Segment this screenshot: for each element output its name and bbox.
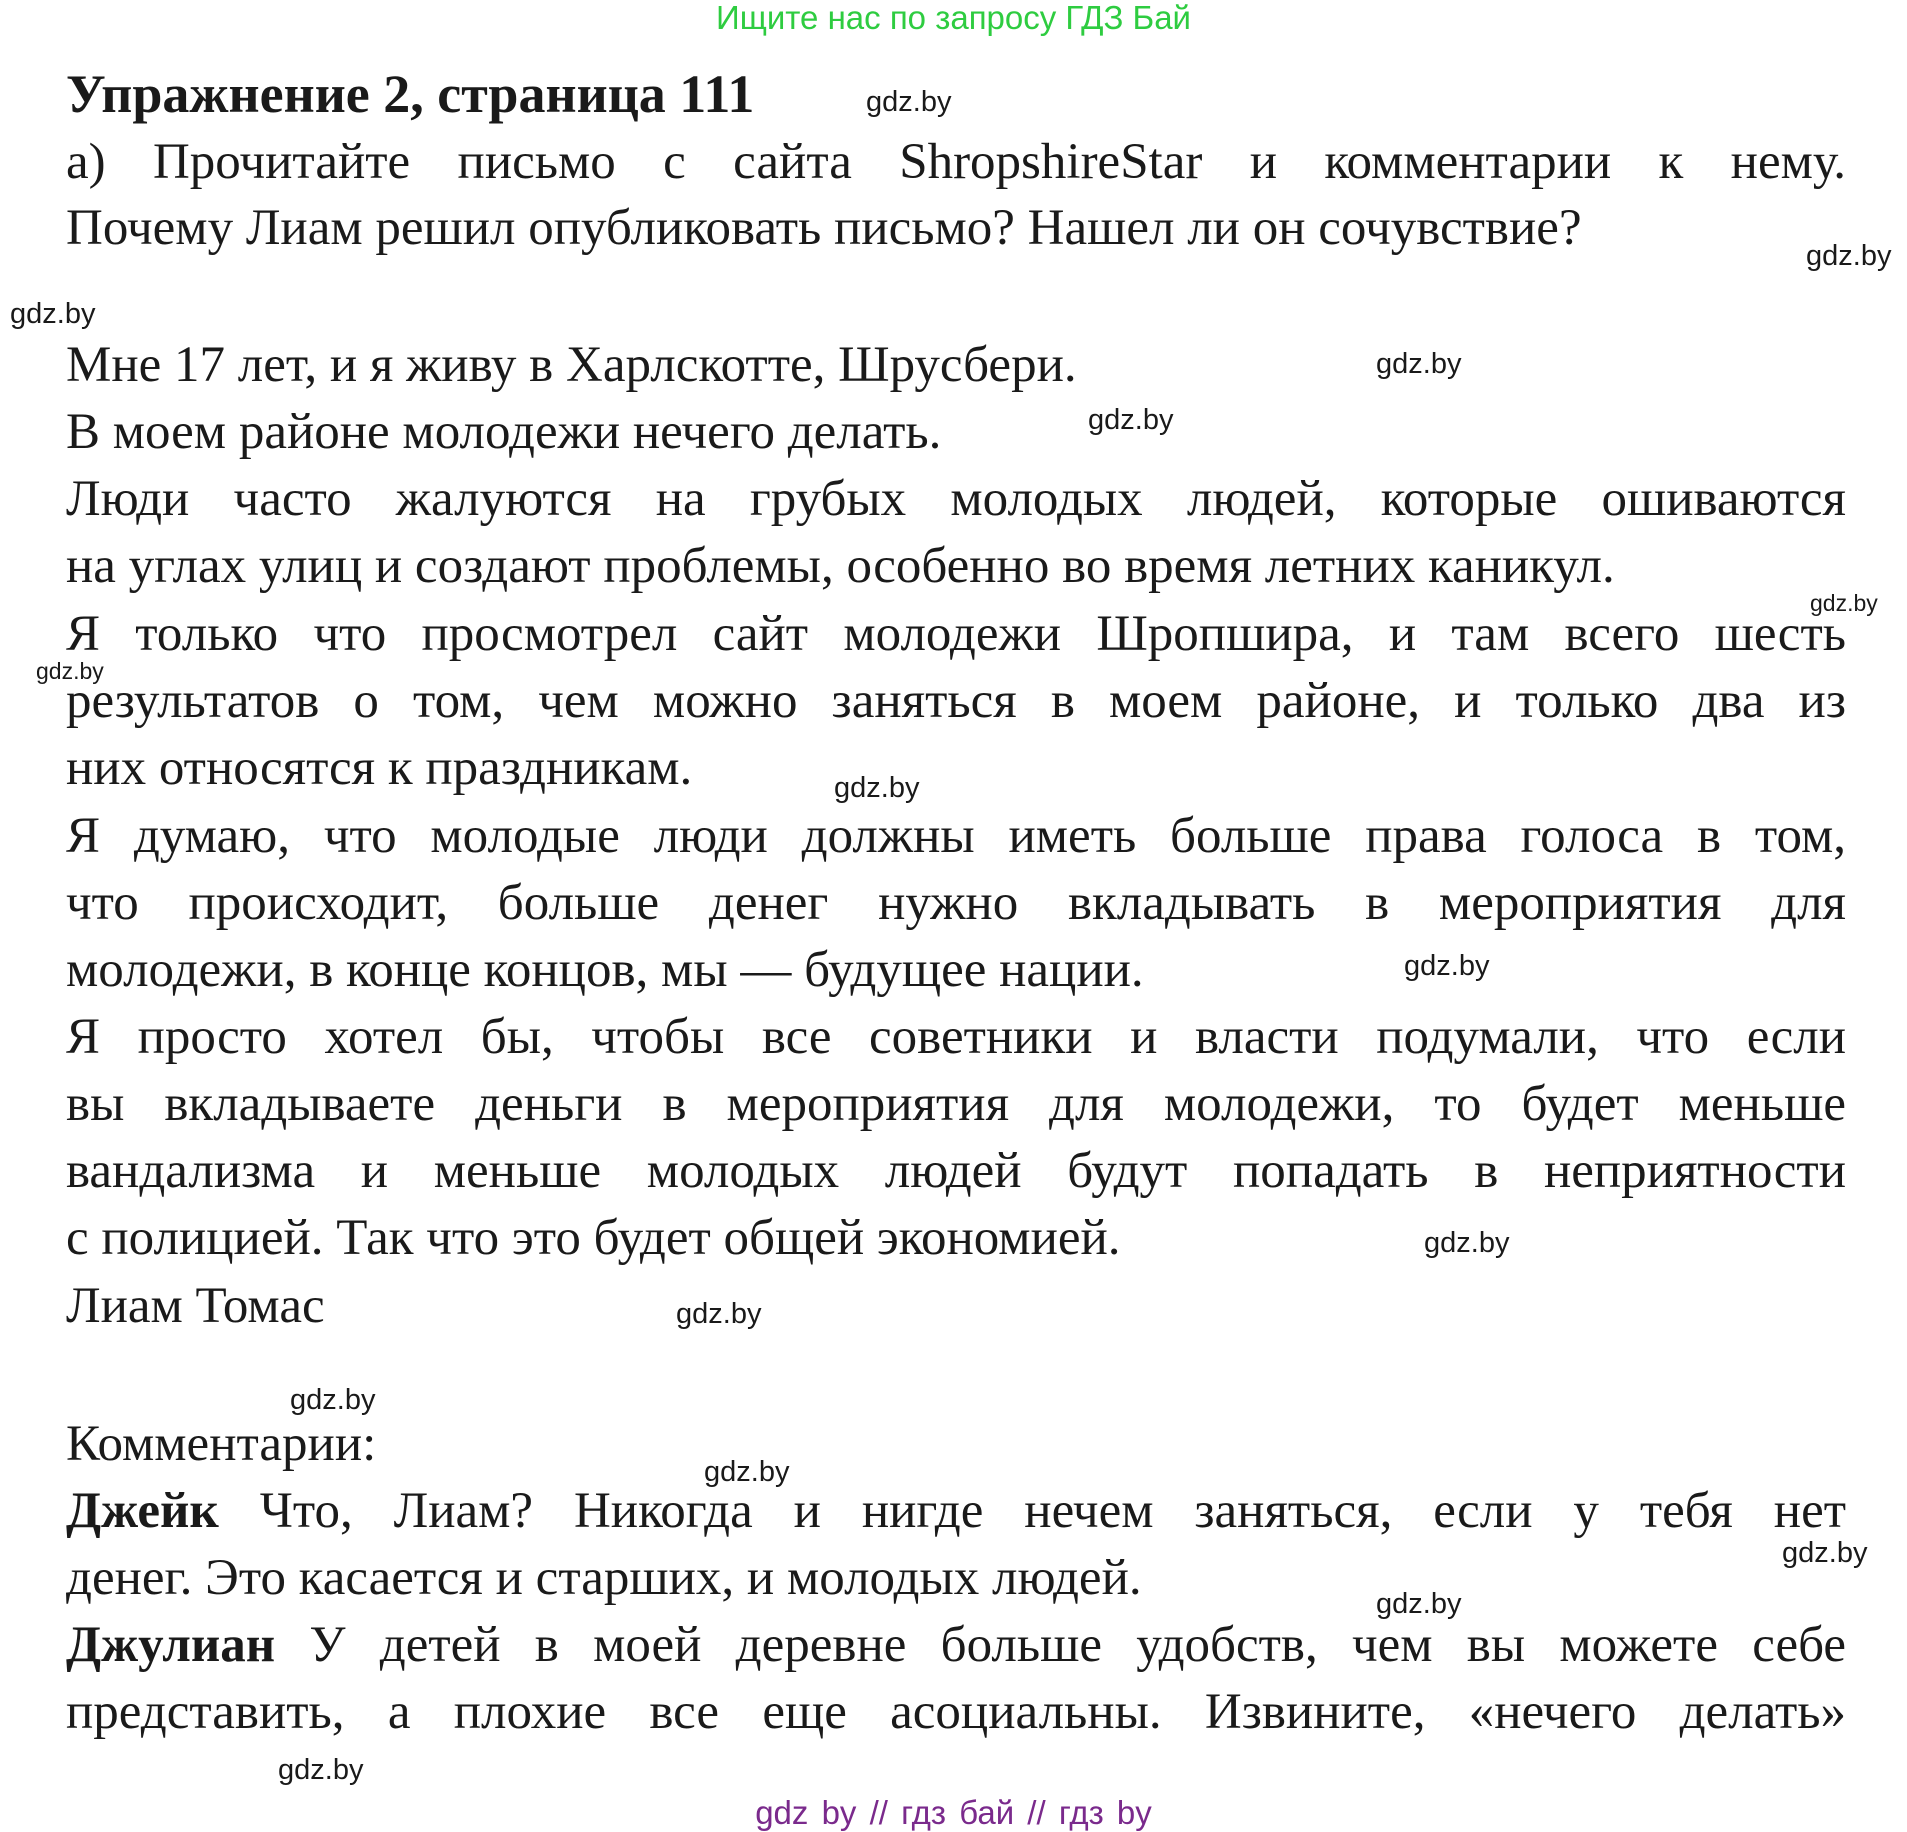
comment-text: У детей в моей деревне больше удобств, чем вы можете себе xyxy=(275,1617,1846,1673)
letter-line-13: вандализма и меньше молодых людей будут попадать в неприятности xyxy=(66,1143,1846,1199)
page-title: Упражнение 2, страница 111 xyxy=(66,64,755,124)
comments-heading: Комментарии: xyxy=(66,1416,377,1472)
watermark: gdz.by xyxy=(1088,404,1174,436)
watermark: gdz.by xyxy=(1810,590,1878,616)
letter-line-10: молодежи, в конце концов, мы — будущее нации. xyxy=(66,942,1144,998)
watermark: gdz.by xyxy=(1806,240,1892,272)
letter-line-9: что происходит, больше денег нужно вкладывать в мероприятия для xyxy=(66,875,1846,931)
watermark: gdz.by xyxy=(278,1754,364,1786)
letter-line-14: с полицией. Так что это будет общей экономией. xyxy=(66,1210,1121,1266)
comment-jake-line-1 xyxy=(66,1481,1846,1541)
watermark: gdz.by xyxy=(1404,950,1490,982)
watermark: gdz.by xyxy=(1424,1227,1510,1259)
watermark: gdz.by xyxy=(1376,1588,1462,1620)
comment-jake-line-2: денег. Это касается и старших, и молодых людей. xyxy=(66,1550,1142,1606)
comment-text: Что, Лиам? Никогда и нигде нечем заняться, если у тебя нет xyxy=(218,1483,1846,1539)
top-banner: Ищите нас по запросу ГДЗ Бай xyxy=(716,0,1191,36)
letter-line-12: вы вкладываете деньги в мероприятия для молодежи, то будет меньше xyxy=(66,1076,1846,1132)
watermark: gdz.by xyxy=(676,1298,762,1330)
letter-line-11: Я просто хотел бы, чтобы все советники и власти подумали, что если xyxy=(66,1009,1846,1065)
watermark: gdz.by xyxy=(866,86,952,118)
watermark: gdz.by xyxy=(1376,348,1462,380)
watermark: gdz.by xyxy=(10,298,96,330)
letter-signature: Лиам Томас xyxy=(66,1278,325,1334)
letter-line-1: Мне 17 лет, и я живу в Харлскотте, Шрусбери. xyxy=(66,337,1077,393)
footer-links: gdz by // гдз бай // гдз by xyxy=(755,1794,1152,1831)
watermark: gdz.by xyxy=(290,1384,376,1416)
letter-line-4: на углах улиц и создают проблемы, особенно во время летних каникул. xyxy=(66,538,1615,594)
task-line-2: Почему Лиам решил опубликовать письмо? Нашел ли он сочувствие? xyxy=(66,200,1582,256)
watermark: gdz.by xyxy=(704,1456,790,1488)
letter-line-6: результатов о том, чем можно заняться в моем районе, и только два из xyxy=(66,673,1846,729)
watermark: gdz.by xyxy=(1782,1537,1868,1569)
letter-line-5: Я только что просмотрел сайт молодежи Шропшира, и там всего шесть xyxy=(66,606,1846,662)
comment-julian-line-1 xyxy=(66,1615,1846,1675)
comment-author: Джулиан xyxy=(66,1617,276,1673)
letter-line-8: Я думаю, что молодые люди должны иметь больше права голоса в том, xyxy=(66,808,1846,864)
comment-julian-line-2: представить, а плохие все еще асоциальны. Извините, «нечего делать» xyxy=(66,1684,1846,1740)
letter-line-3: Люди часто жалуются на грубых молодых людей, которые ошиваются xyxy=(66,471,1846,527)
letter-line-7: них относятся к праздникам. xyxy=(66,740,693,796)
watermark: gdz.by xyxy=(36,658,104,684)
comment-author: Джейк xyxy=(66,1483,219,1539)
letter-line-2: В моем районе молодежи нечего делать. xyxy=(66,404,942,460)
task-line-1: а) Прочитайте письмо с сайта ShropshireStar и комментарии к нему. xyxy=(66,134,1846,190)
watermark: gdz.by xyxy=(834,772,920,804)
